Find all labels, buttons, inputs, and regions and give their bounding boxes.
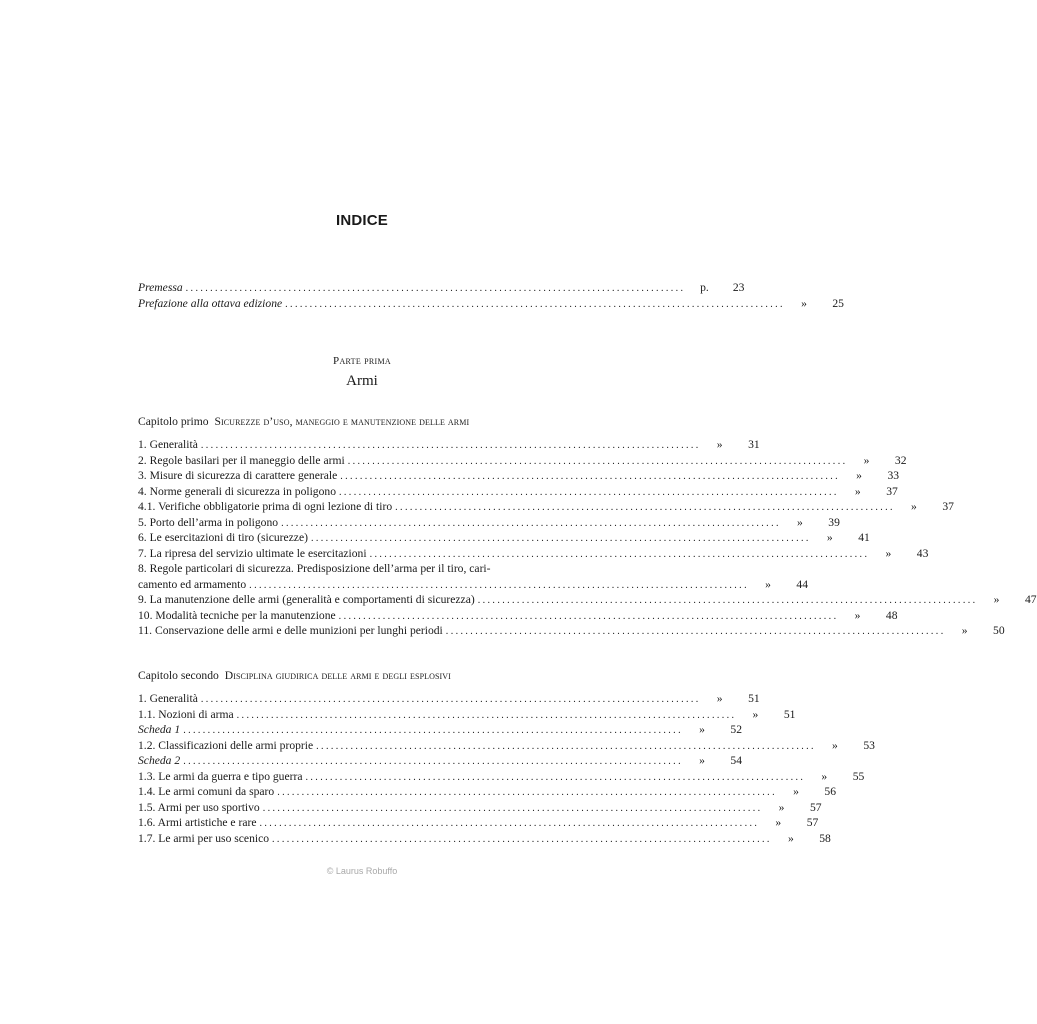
toc-entry[interactable]	[138, 592, 1037, 608]
toc-entry-label: 9. La manutenzione delle armi (generalità e comportamenti di sicurezza)	[138, 593, 475, 606]
toc-entry-marker: »	[832, 738, 838, 752]
toc-entry[interactable]	[138, 623, 1005, 639]
toc-entry-marker: »	[993, 593, 1000, 606]
toc-entry[interactable]	[138, 608, 898, 624]
leader-dots: ......................................................................................................	[347, 455, 848, 467]
toc-entry-page: 54	[730, 754, 742, 767]
toc-entry-label: 1. Generalità	[138, 438, 198, 451]
front-matter-list	[138, 280, 844, 311]
toc-entry-page: 33	[887, 469, 900, 482]
toc-entry-label: 1.2. Classificazioni delle armi proprie	[138, 738, 314, 752]
toc-entry-page: 57	[809, 800, 822, 814]
chapter-heading[interactable]	[138, 415, 583, 428]
toc-entry-label: 11. Conservazione delle armi e delle munizioni per lunghi periodi	[138, 624, 443, 637]
toc-entry-label: 8. Regole particolari di sicurezza. Predisposizione dell’arma per il tiro, cari-	[138, 562, 491, 575]
toc-entry-page: 51	[748, 692, 760, 705]
toc-entry-page: 58	[819, 831, 831, 845]
leader-dots: ......................................................................................................	[310, 533, 811, 544]
toc-entry-label: Scheda 2	[138, 754, 181, 767]
toc-entry-marker: »	[854, 608, 861, 622]
toc-entry-label: camento ed armamento	[138, 577, 247, 591]
toc-entry-marker: »	[856, 469, 862, 482]
toc-entry-page: 44	[796, 577, 808, 591]
toc-entry[interactable]	[138, 468, 900, 484]
chapter-title: Sicurezze d’uso, maneggio e manutenzione delle armi	[214, 415, 470, 428]
toc-entry[interactable]	[138, 515, 840, 531]
leader-dots: ......................................................................................................	[285, 298, 785, 310]
part-label: Parte prima	[333, 355, 391, 367]
leader-dots: ......................................................................................................	[477, 595, 978, 606]
leader-dots: ......................................................................................................	[339, 486, 839, 498]
toc-entry[interactable]	[138, 546, 929, 562]
leader-dots: ......................................................................................................	[262, 802, 763, 814]
toc-entry-marker: »	[854, 484, 861, 498]
toc-entry-page: 39	[828, 515, 840, 529]
toc-entry-marker: »	[787, 831, 794, 845]
leader-dots: ......................................................................................................	[338, 610, 839, 622]
toc-entry-page: 52	[730, 723, 742, 736]
toc-entry-marker: »	[775, 816, 782, 829]
chapter-entries	[138, 437, 1037, 639]
toc-entry-marker: »	[796, 515, 803, 529]
chapter-prefix: Capitolo secondo	[138, 669, 219, 682]
toc-entry-page: 51	[783, 707, 796, 721]
toc-entry-label: 1.6. Armi artistiche e rare	[138, 816, 257, 829]
toc-entry-marker: »	[716, 692, 723, 705]
leader-dots: ......................................................................................................	[249, 579, 749, 591]
toc-entry-label: 10. Modalità tecniche per la manutenzione	[138, 608, 336, 622]
toc-entry[interactable]	[138, 280, 745, 296]
toc-entry-label: 1.5. Armi per uso sportivo	[138, 800, 260, 814]
toc-entry-page: 31	[748, 438, 760, 451]
toc-entry-page: 41	[858, 531, 870, 544]
toc-entry-label: 6. Le esercitazioni di tiro (sicurezze)	[138, 531, 308, 544]
toc-entry-label: 1.4. Le armi comuni da sparo	[138, 785, 275, 798]
toc-entry-marker: p.	[700, 281, 709, 294]
leader-dots: ......................................................................................................	[183, 725, 683, 736]
toc-entry-page: 37	[886, 484, 898, 498]
toc-entry-label: 2. Regole basilari per il maneggio delle armi	[138, 453, 345, 467]
toc-entry-label: 1.1. Nozioni di arma	[138, 707, 234, 721]
leader-dots: ......................................................................................................	[316, 740, 816, 752]
toc-entry-marker: »	[752, 707, 759, 721]
chapter-title: Disciplina giudirica delle armi e degli esplosivi	[224, 669, 451, 682]
toc-entry-page: 55	[852, 769, 865, 783]
toc-entry-page: 37	[942, 500, 954, 513]
leader-dots: ......................................................................................................	[259, 818, 760, 829]
toc-entry[interactable]	[138, 800, 822, 816]
leader-dots: ......................................................................................................	[200, 694, 701, 705]
chapter-prefix: Capitolo primo	[138, 415, 209, 428]
toc-entry-marker: »	[699, 723, 705, 736]
leader-dots: ......................................................................................................	[185, 283, 686, 294]
toc-entry[interactable]	[138, 484, 898, 500]
toc-entry-marker: »	[716, 438, 723, 451]
toc-entry-label: Prefazione alla ottava edizione	[138, 296, 283, 310]
leader-dots: ......................................................................................................	[369, 548, 870, 560]
toc-entry[interactable]	[138, 453, 907, 469]
toc-entry-page: 56	[824, 785, 836, 798]
toc-entry-page: 57	[806, 816, 819, 829]
toc-entry[interactable]	[138, 722, 742, 738]
page-title: INDICE	[335, 212, 389, 229]
toc-entry-page: 32	[894, 453, 907, 467]
toc-entry-marker: »	[961, 624, 968, 637]
toc-entry-marker: »	[885, 546, 892, 560]
toc-entry[interactable]	[138, 691, 760, 707]
toc-entry-marker: »	[911, 500, 917, 513]
leader-dots: ......................................................................................................	[183, 756, 683, 767]
leader-dots: ......................................................................................................	[305, 771, 806, 783]
toc-entry-label: 4. Norme generali di sicurezza in poligono	[138, 484, 336, 498]
toc-entry-page: 25	[832, 296, 844, 310]
toc-entry[interactable]	[138, 530, 870, 546]
toc-entry[interactable]	[138, 769, 865, 785]
toc-entry[interactable]	[138, 499, 954, 515]
leader-dots: ......................................................................................................	[277, 787, 777, 798]
toc-entry[interactable]	[138, 707, 796, 723]
toc-entry-label: 5. Porto dell’arma in poligono	[138, 515, 279, 529]
toc-entry-label: Premessa	[138, 281, 183, 294]
toc-entry-page: 50	[993, 624, 1005, 637]
toc-entry-page: 48	[885, 608, 898, 622]
leader-dots: ......................................................................................................	[340, 471, 841, 482]
toc-entry-label: 7. La ripresa del servizio ultimate le esercitazioni	[138, 546, 367, 560]
toc-entry[interactable]	[138, 738, 875, 754]
leader-dots: ......................................................................................................	[200, 440, 701, 451]
toc-entry-marker: »	[778, 800, 785, 814]
toc-entry-label: 1.3. Le armi da guerra e tipo guerra	[138, 769, 303, 783]
toc-entry-label: 1. Generalità	[138, 692, 198, 705]
toc-entry[interactable]	[138, 561, 583, 577]
toc-entry-page: 23	[732, 281, 745, 294]
toc-entry-marker: »	[699, 754, 705, 767]
toc-entry-page: 47	[1024, 593, 1037, 606]
toc-entry-marker: »	[765, 577, 771, 591]
leader-dots: ......................................................................................................	[281, 517, 781, 529]
toc-entry[interactable]	[138, 815, 819, 831]
leader-dots: ......................................................................................................	[395, 502, 895, 513]
chapter-entries	[138, 691, 875, 846]
leader-dots: ......................................................................................................	[272, 833, 772, 845]
toc-entry-label: 3. Misure di sicurezza di carattere generale	[138, 469, 338, 482]
toc-entry-label: 4.1. Verifiche obbligatorie prima di ogni lezione di tiro	[138, 500, 393, 513]
toc-entry-marker: »	[821, 769, 828, 783]
leader-dots: ......................................................................................................	[236, 709, 737, 721]
part-title: Armi	[346, 373, 378, 389]
copyright-notice: © Laurus Robuffo	[326, 866, 398, 876]
toc-entry-marker: »	[826, 531, 833, 544]
chapter-heading[interactable]	[138, 669, 583, 682]
toc-entry-page: 53	[863, 738, 875, 752]
toc-entry[interactable]	[138, 753, 742, 769]
toc-entry-marker: »	[801, 296, 807, 310]
toc-entry[interactable]	[138, 296, 844, 312]
toc-entry[interactable]	[138, 437, 760, 453]
toc-entry-label: Scheda 1	[138, 723, 181, 736]
toc-entry-page: 43	[916, 546, 929, 560]
toc-entry[interactable]	[138, 784, 836, 800]
toc-entry[interactable]	[138, 831, 831, 847]
toc-entry[interactable]	[138, 577, 808, 593]
toc-entry-marker: »	[793, 785, 799, 798]
toc-entry-label: 1.7. Le armi per uso scenico	[138, 831, 270, 845]
leader-dots: ......................................................................................................	[445, 626, 946, 637]
toc-entry-marker: »	[863, 453, 870, 467]
